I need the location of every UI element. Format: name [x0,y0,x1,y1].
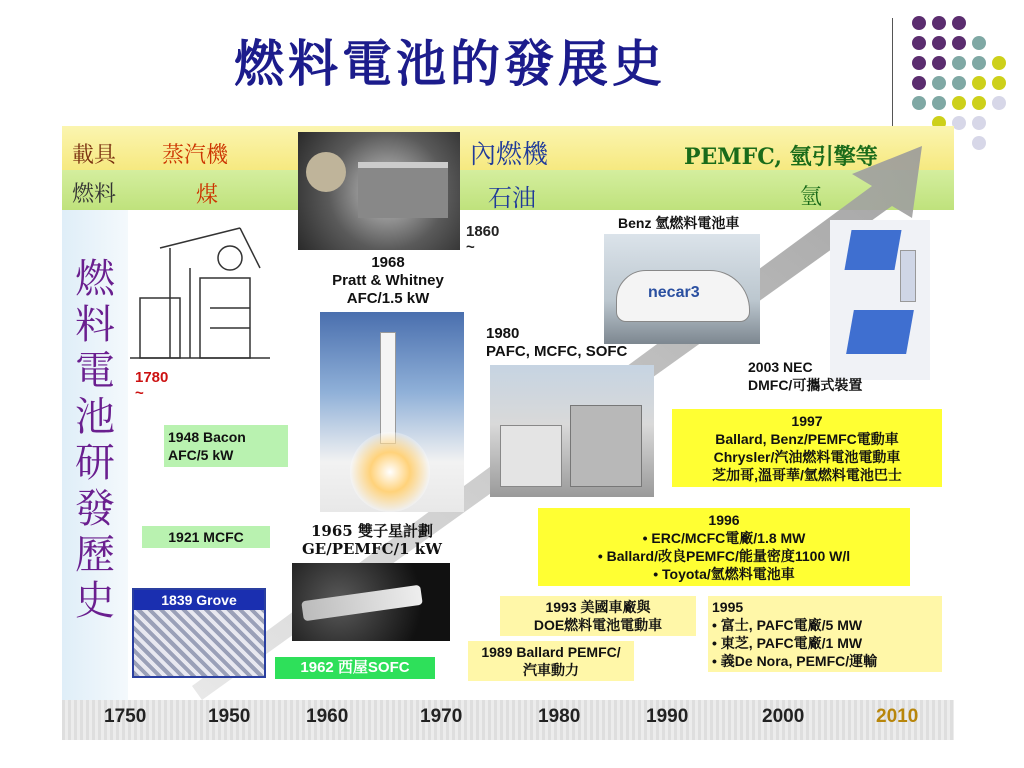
pemfc-vehicle-label: PEMFC, 氫引擎等 [684,144,878,170]
event-1997: 1997 Ballard, Benz/PEMFC電動車 Chrysler/汽油燃料電池電動車 芝加哥,溫哥華/氫燃料電池巴士 [672,409,942,487]
timeline-tick: 2010 [876,706,919,727]
timeline-tick: 1960 [306,706,349,727]
timeline-bar [62,700,954,740]
event-pratt-whitney: 1968 Pratt & Whitney AFC/1.5 kW [332,254,444,307]
steam-engine-drawing [130,218,270,378]
event-benz: Benz 氫燃料電池車 [618,215,740,231]
year-1780-marker: 1780 ~ [135,369,169,402]
timeline-tick: 1950 [208,706,251,727]
timeline-tick: 1750 [104,706,147,727]
event-sofc-1962: 1962 西屋SOFC [275,657,435,679]
timeline-tick: 2000 [762,706,805,727]
pemfc-fuel-label: 氫 [800,185,823,210]
timeline-tick: 1990 [646,706,689,727]
rocket-photo [320,312,464,512]
event-1996: 1996 • ERC/MCFC電廠/1.8 MW • Ballard/改良PEMFC/能量密度1100 W/l • Toyota/氫燃料電池車 [538,508,910,586]
steam-vehicle-label: 蒸汽機 [162,143,229,168]
event-pafc-1980: 1980 PAFC, MCFC, SOFC [486,325,628,360]
combustion-fuel-label: 石油 [488,184,536,212]
event-1995: 1995 • 富士, PAFC電廠/5 MW • 東芝, PAFC電廠/1 MW • 義De Nora, PEMFC/運輸 [708,596,942,672]
page-title: 燃料電池的發展史 [234,34,666,93]
power-plant-photo [490,365,654,497]
year-1860-marker: 1860 ~ [466,223,500,256]
engine-photo [298,132,460,250]
event-doe-1993: 1993 美國車廠與 DOE燃料電池電動車 [500,596,696,636]
grove-label: 1839 Grove [134,590,264,610]
event-nec-2003: 2003 NEC DMFC/可攜式裝置 [748,359,863,393]
vertical-title: 燃料電池研發歷史 [75,256,115,624]
title-divider [892,18,893,136]
timeline-tick: 1970 [420,706,463,727]
benz-car-photo [604,234,760,344]
vehicle-row-label: 載具 [72,143,117,168]
laptop-photo [830,220,930,380]
event-ballard-1989: 1989 Ballard PEMFC/ 汽車動力 [468,641,634,681]
gemini-capsule-photo [292,563,450,641]
event-mcfc-1921: 1921 MCFC [142,526,270,548]
event-bacon-1948: 1948 Bacon AFC/5 kW [164,425,288,467]
timeline-tick: 1980 [538,706,581,727]
steam-fuel-label: 煤 [196,183,219,208]
event-gemini-1965: 1965 雙子星計劃 GE/PEMFC/1 kW [301,522,442,558]
fuel-row-label: 燃料 [72,182,117,207]
combustion-vehicle-label: 內燃機 [470,140,549,170]
grove-cell-photo [132,588,266,678]
car-text: necar3 [648,284,700,301]
